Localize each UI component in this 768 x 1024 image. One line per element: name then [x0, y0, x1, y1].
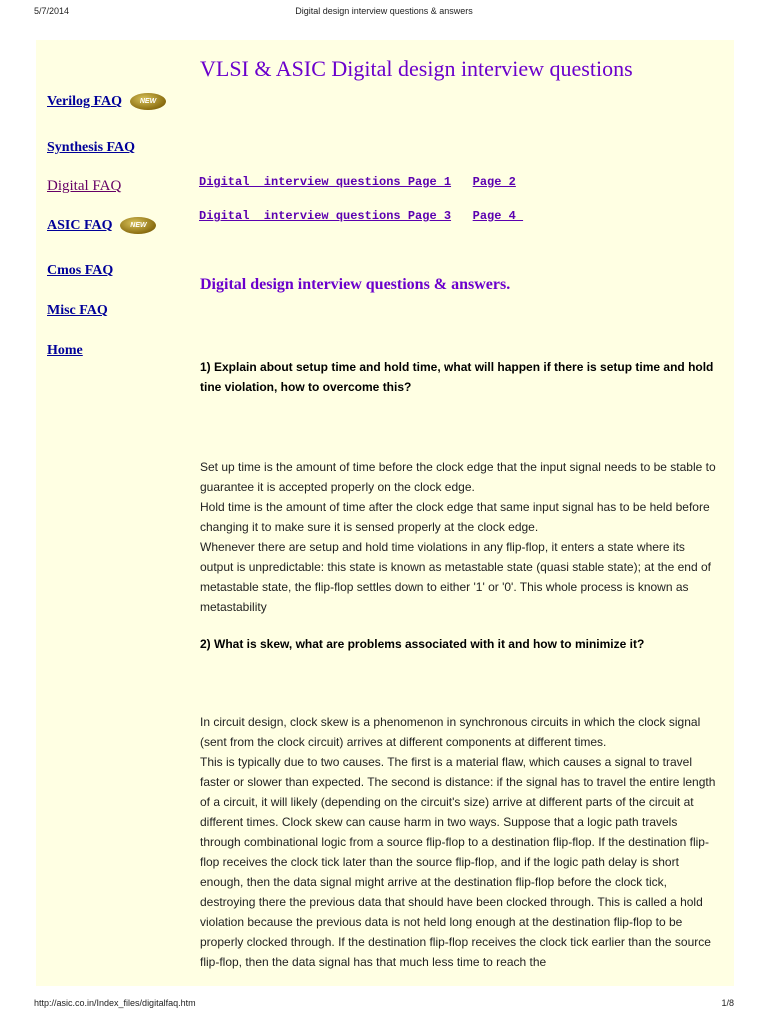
sidebar-item-asic-faq[interactable] — [47, 216, 156, 234]
sidebar-item-home[interactable] — [47, 341, 83, 359]
page-links-row-1 — [199, 175, 516, 189]
answer-2-paragraph: In circuit design, clock skew is a phenomenon in synchronous circuits in which the clock signal (sent from the clock circuit) arrives at different components at different times. — [200, 715, 701, 749]
link-digital-questions-page-1[interactable]: Digital interview questions Page 1 — [199, 175, 452, 189]
sidebar-item-synthesis-faq[interactable] — [47, 138, 135, 156]
page-title: VLSI & ASIC Digital design interview questions — [200, 56, 633, 81]
sidebar-link-verilog-faq[interactable]: Verilog FAQ — [47, 94, 123, 109]
answer-1-paragraph: Set up time is the amount of time before the clock edge that the input signal needs to be stable to guarantee it is accepted properly on the clock edge. — [200, 460, 716, 494]
answer-1-paragraph: Whenever there are setup and hold time violations in any flip-flop, it enters a state where its output is unpredictable: this state is known as metastable state (quasi stable state); at the end of metastable state, the flip-flop settles down to either '1' or '0'. This whole process is known as metastability — [200, 540, 711, 614]
print-date: 5/7/2014 — [34, 6, 70, 16]
page-links-row-2 — [199, 209, 523, 223]
new-badge-icon: NEW — [130, 93, 166, 110]
sidebar-link-home[interactable]: Home — [47, 343, 83, 358]
print-title: Digital design interview questions & answers — [295, 6, 473, 16]
sidebar-item-cmos-faq[interactable] — [47, 261, 113, 279]
print-header — [0, 0, 768, 20]
question-2: 2) What is skew, what are problems associated with it and how to minimize it? — [200, 637, 645, 651]
sidebar-link-digital-faq[interactable]: Digital FAQ — [47, 178, 122, 194]
answer-2-paragraph: This is typically due to two causes. The first is a material flaw, which causes a signal to travel faster or slower than expected. The second is distance: if the signal has to travel the entire length of a circuit, it will likely (depending on the circuit's size) arrive at different parts of the circuit at different times. Clock skew can cause harm in two ways. Suppose that a logic path travels through combinational logic from a source flip-flop to a destination flip-flop. If the destination flip-flop receives the clock tick later than the source flip-flop, and if the logic path delay is short enough, then the data signal might arrive at the destination flip-flop before the clock tick, destroying there the previous data that should have been clocked through. This is called a hold violation because the previous data is not held long enough at the destination flip-flop to be properly clocked through. If the destination flip-flop receives the clock tick earlier than the source flip-flop, then the data signal has that much less time to reach the — [200, 755, 716, 969]
sidebar-link-misc-faq[interactable]: Misc FAQ — [47, 303, 108, 318]
new-badge-icon: NEW — [120, 217, 156, 234]
sidebar-item-digital-faq[interactable] — [47, 177, 121, 195]
sidebar-link-synthesis-faq[interactable]: Synthesis FAQ — [47, 140, 136, 155]
link-page-2[interactable]: Page 2 — [472, 175, 516, 189]
answer-2 — [200, 712, 720, 972]
answer-1 — [200, 457, 720, 617]
sidebar-item-verilog-faq[interactable] — [47, 92, 166, 110]
sidebar-link-cmos-faq[interactable]: Cmos FAQ — [47, 263, 114, 278]
print-url: http://asic.co.in/Index_files/digitalfaq.htm — [34, 998, 196, 1008]
sidebar-link-asic-faq[interactable]: ASIC FAQ — [47, 218, 113, 233]
print-footer — [0, 996, 768, 1016]
link-page-4[interactable]: Page 4 — [472, 209, 524, 223]
section-heading: Digital design interview questions & answers. — [200, 276, 511, 293]
answer-1-paragraph: Hold time is the amount of time after the clock edge that same input signal has to be held before changing it to make sure it is sensed properly at the clock edge. — [200, 500, 710, 534]
link-digital-questions-page-3[interactable]: Digital interview questions Page 3 — [199, 209, 452, 223]
print-page-number: 1/8 — [721, 998, 734, 1008]
question-1: 1) Explain about setup time and hold time, what will happen if there is setup time and hold tine violation, how to overcome this? — [200, 360, 714, 394]
sidebar-item-misc-faq[interactable] — [47, 301, 108, 319]
